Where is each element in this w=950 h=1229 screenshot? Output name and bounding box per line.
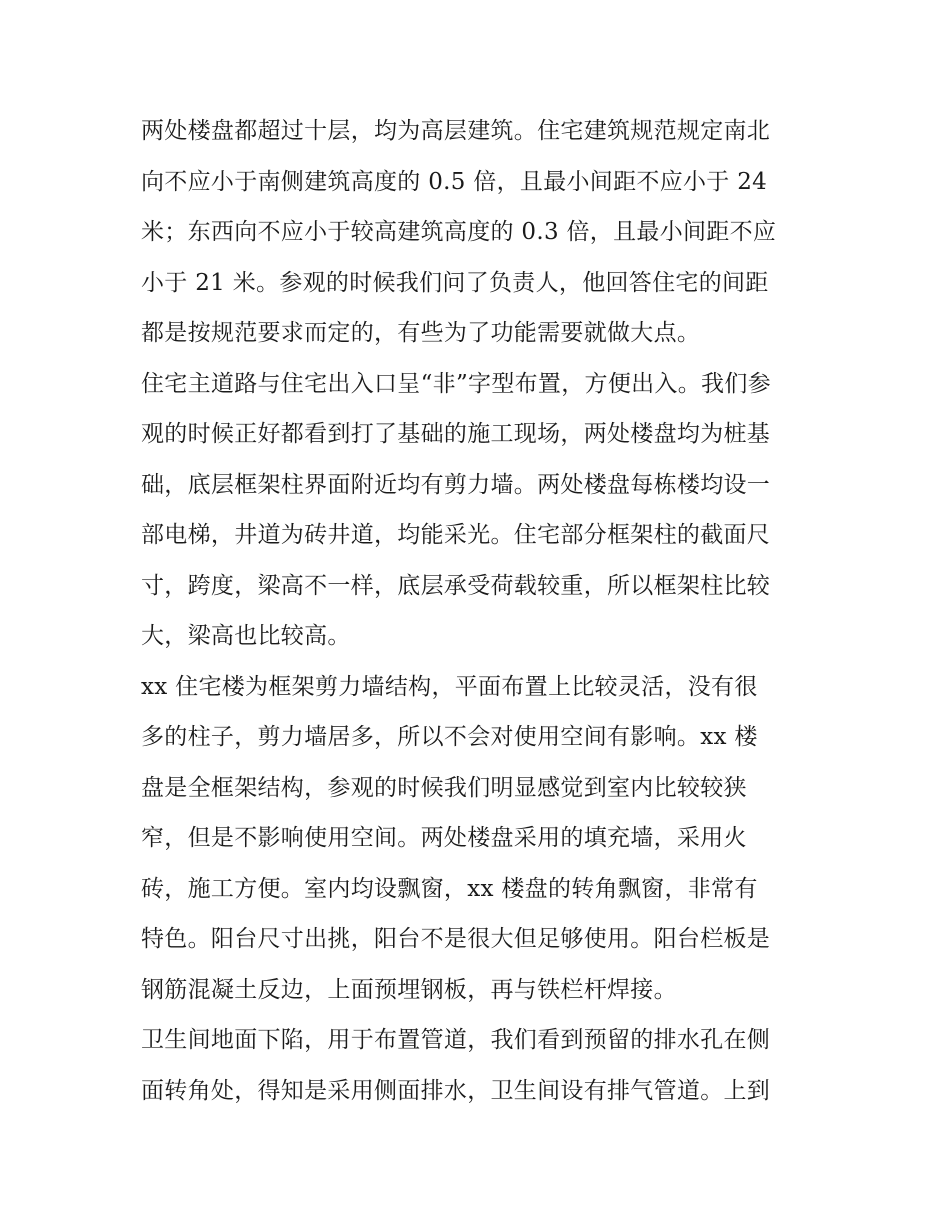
- text-line: 窄，但是不影响使用空间。两处楼盘采用的填充墙，采用火: [141, 825, 747, 851]
- text-line: 小于 21 米。参观的时候我们问了负责人，他回答住宅的间距: [141, 269, 769, 296]
- text-line: 砖，施工方便。室内均设飘窗，xx 楼盘的转角飘窗，非常有: [141, 875, 758, 902]
- text-line: 础，底层框架柱界面附近均有剪力墙。两处楼盘每栋楼均设一: [141, 471, 771, 498]
- paragraph-bathroom: [141, 1015, 821, 1116]
- text-line: 部电梯，井道为砖井道，均能采光。住宅部分框架柱的截面尺: [141, 522, 771, 548]
- text-line: 钢筋混凝土反边，上面预埋钢板，再与铁栏杆焊接。: [141, 976, 677, 1003]
- text-line: 盘是全框架结构，参观的时候我们明显感觉到室内比较较狭: [141, 774, 747, 801]
- text-line: 大，梁高也比较高。: [141, 623, 351, 649]
- text-line: 住宅主道路与住宅出入口呈“非”字型布置，方便出入。我们参: [141, 370, 771, 397]
- document-body: [141, 106, 821, 1116]
- paragraph-building-spacing: [141, 106, 821, 359]
- text-line: 多的柱子，剪力墙居多，所以不会对使用空间有影响。xx 楼: [141, 724, 758, 750]
- text-line: 面转角处，得知是采用侧面排水，卫生间设有排气管道。上到: [141, 1077, 771, 1104]
- text-line: 都是按规范要求而定的，有些为了功能需要就做大点。: [141, 320, 701, 346]
- text-line: 卫生间地面下陷，用于布置管道，我们看到预留的排水孔在侧: [141, 1027, 771, 1053]
- text-line: 特色。阳台尺寸出挑，阳台不是很大但足够使用。阳台栏板是: [141, 926, 771, 952]
- text-line: xx 住宅楼为框架剪力墙结构，平面布置上比较灵活，没有很: [141, 673, 758, 700]
- text-line: 两处楼盘都超过十层，均为高层建筑。住宅建筑规范规定南北: [141, 118, 771, 144]
- text-line: 向不应小于南侧建筑高度的 0.5 倍，且最小间距不应小于 24: [141, 168, 768, 195]
- paragraph-roads-and-foundation: [141, 359, 821, 662]
- text-line: 米；东西向不应小于较高建筑高度的 0.3 倍，且最小间距不应: [141, 219, 777, 245]
- paragraph-structure: [141, 662, 821, 1016]
- text-line: 观的时候正好都看到打了基础的施工现场，两处楼盘均为桩基: [141, 421, 771, 447]
- text-line: 寸，跨度，梁高不一样，底层承受荷载较重，所以框架柱比较: [141, 572, 771, 599]
